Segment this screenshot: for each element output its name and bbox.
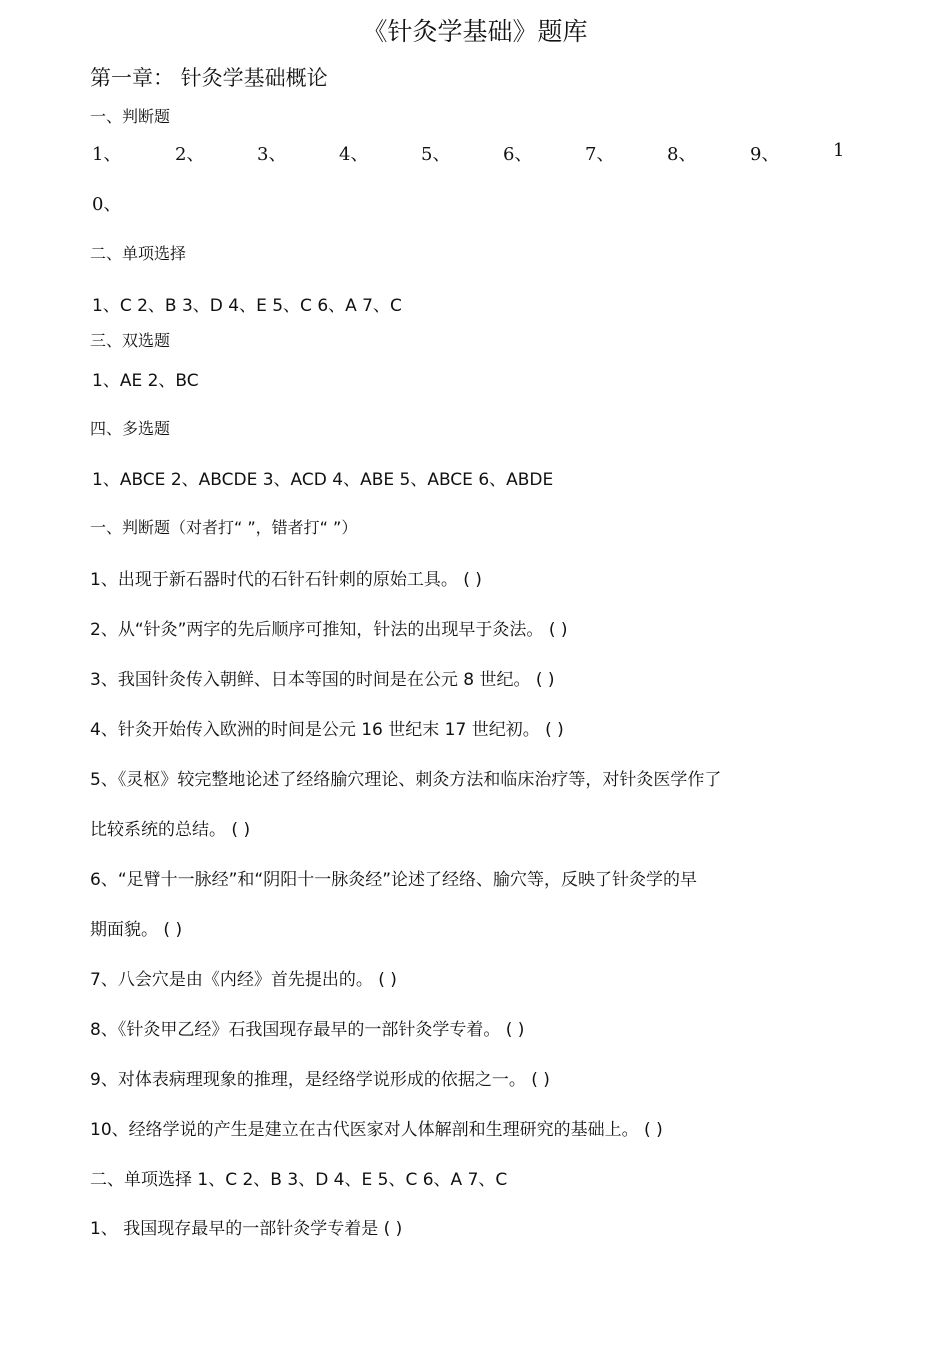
judge-question: 4、针灸开始传入欧洲的时间是公元 16 世纪末 17 世纪初。 ( ): [90, 720, 564, 740]
judge-question: 2、从“针灸”两字的先后顺序可推知，针法的出现早于灸法。 ( ): [90, 620, 568, 640]
judge-number: 3、: [257, 144, 287, 165]
judge-number: 6、: [503, 144, 533, 165]
judge-question-continued: 期面貌。 ( ): [90, 920, 183, 940]
judge-number: 2、: [175, 144, 205, 165]
multi-choice-answers: 1、ABCE 2、ABCDE 3、ACD 4、ABE 5、ABCE 6、ABDE: [92, 470, 554, 490]
single-choice-line: 二、单项选择 1、C 2、B 3、D 4、E 5、C 6、A 7、C: [90, 1170, 508, 1190]
judge-question: 8、《针灸甲乙经》石我国现存最早的一部针灸学专着。 ( ): [90, 1020, 525, 1040]
judge-number: 8、: [667, 144, 697, 165]
judge-question: 6、“足臂十一脉经”和“阴阳十一脉灸经”论述了经络、腧穴等，反映了针灸学的早: [90, 870, 698, 890]
judge-number-continued: 0、: [92, 194, 122, 215]
multi-choice-heading: 四、多选题: [90, 419, 171, 438]
judge-section-heading: 一、判断题（对者打“ ”，错者打“ ”）: [90, 518, 358, 537]
chapter-heading: 第一章： 针灸学基础概论: [90, 66, 328, 90]
judge-question: 3、我国针灸传入朝鲜、日本等国的时间是在公元 8 世纪。 ( ): [90, 670, 555, 690]
judge-number: 9、: [750, 144, 780, 165]
judge-question: 10、经络学说的产生是建立在古代医家对人体解剖和生理研究的基础上。 ( ): [90, 1120, 663, 1140]
judge-question: 9、对体表病理现象的推理，是经络学说形成的依据之一。 ( ): [90, 1070, 550, 1090]
judge-number: 4、: [339, 144, 369, 165]
single-choice-answers: 1、C 2、B 3、D 4、E 5、C 6、A 7、C: [92, 296, 402, 316]
single-choice-question: 1、 我国现存最早的一部针灸学专着是 ( ): [90, 1219, 403, 1239]
judge-heading: 一、判断题: [90, 107, 171, 126]
judge-number: 1: [833, 140, 845, 161]
page-title: 《针灸学基础》题库: [362, 17, 588, 46]
double-choice-heading: 三、双选题: [90, 331, 171, 350]
double-choice-answers: 1、AE 2、BC: [92, 371, 199, 391]
judge-question-continued: 比较系统的总结。 ( ): [90, 820, 251, 840]
judge-number: 7、: [585, 144, 615, 165]
judge-question: 1、出现于新石器时代的石针石针刺的原始工具。 ( ): [90, 570, 482, 590]
judge-number: 5、: [421, 144, 451, 165]
judge-question: 5、《灵枢》较完整地论述了经络腧穴理论、刺灸方法和临床治疗等，对针灸医学作了: [90, 770, 722, 790]
judge-number: 1、: [92, 144, 122, 165]
single-choice-heading: 二、单项选择: [90, 244, 187, 263]
judge-question: 7、八会穴是由《内经》首先提出的。 ( ): [90, 970, 397, 990]
